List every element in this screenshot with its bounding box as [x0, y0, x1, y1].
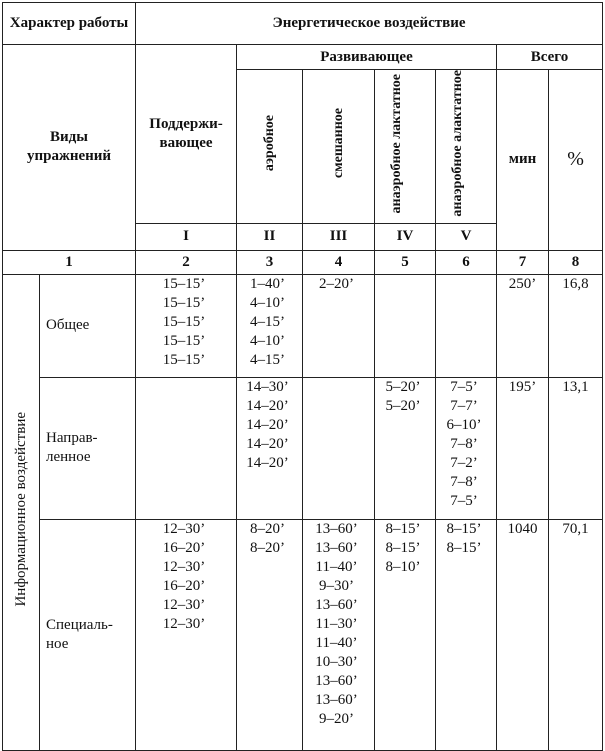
anaerobic-lactate-header-cell: [375, 70, 436, 224]
cell-anaerobic-lactate: [375, 377, 436, 519]
cell-value: 12–30’: [162, 615, 206, 632]
supporting-header: Поддержи-вающее: [136, 45, 237, 224]
cell-value: 4–15’: [250, 313, 285, 330]
roman-1: I: [136, 223, 237, 250]
cell-value: 15–15’: [162, 294, 206, 311]
cell-value: 7–5’: [450, 492, 478, 509]
roman-3: III: [303, 223, 375, 250]
cell-aerobic: [237, 377, 303, 519]
cell-value: 14–30’: [246, 378, 289, 395]
cell-supporting: [136, 274, 237, 377]
cell-value: 4–10’: [250, 294, 285, 311]
cell-value: 14–20’: [246, 454, 289, 471]
col-number-5: 5: [375, 250, 436, 274]
cell-value: 1–40’: [250, 275, 285, 292]
cell-value: 12–30’: [162, 596, 206, 613]
cell-anaerobic-lactate: [375, 519, 436, 750]
col-number-2: 2: [136, 250, 237, 274]
percent-header: %: [549, 70, 603, 251]
col-number-3: 3: [237, 250, 303, 274]
cell-anaerobic-alactate: [436, 274, 497, 377]
row-name: Специаль-ное: [40, 519, 136, 750]
cell-value: 7–8’: [450, 435, 478, 452]
cell-value: 10–30’: [315, 653, 358, 670]
column-number-row: [3, 250, 603, 274]
col-number-6: 6: [436, 250, 497, 274]
row-name: Направ-ленное: [40, 377, 136, 519]
cell-minutes: 250’: [497, 274, 549, 377]
cell-mixed: [303, 519, 375, 750]
col-number-8: 8: [549, 250, 603, 274]
cell-value: 4–10’: [250, 332, 285, 349]
cell-value: 15–15’: [162, 313, 206, 330]
side-label: Информационное воздействие: [13, 411, 29, 607]
cell-percent: 13,1: [549, 377, 603, 519]
cell-value: 5–20’: [385, 378, 421, 395]
aerobic-header: аэробное: [261, 115, 277, 172]
cell-value: 16–20’: [162, 539, 206, 556]
table-row: [3, 377, 603, 519]
cell-value: 9–30’: [319, 577, 354, 594]
cell-value: 13–60’: [315, 539, 358, 556]
cell-value: 7–8’: [450, 473, 478, 490]
table-row: [3, 274, 603, 377]
cell-mixed: [303, 377, 375, 519]
cell-percent: 16,8: [549, 274, 603, 377]
cell-minutes: 195’: [497, 377, 549, 519]
row-name: Общее: [40, 274, 136, 377]
cell-value: 14–20’: [246, 435, 289, 452]
cell-value: 14–20’: [246, 397, 289, 414]
developing-header: Развивающее: [237, 45, 497, 70]
table-row: [3, 519, 603, 750]
anaerobic-lactate-header: анаэробное лактатное: [389, 73, 404, 214]
col-number-4: 4: [303, 250, 375, 274]
work-character-header: Характер работы: [3, 3, 136, 45]
cell-value: 8–10’: [385, 558, 421, 575]
roman-4: IV: [375, 223, 436, 250]
cell-value: 6–10’: [446, 416, 482, 433]
cell-minutes: 1040: [497, 519, 549, 750]
col-number-7: 7: [497, 250, 549, 274]
training-load-table: [2, 2, 603, 751]
cell-value: 8–15’: [385, 520, 421, 537]
cell-value: 7–5’: [450, 378, 478, 395]
cell-aerobic: [237, 519, 303, 750]
cell-value: 15–15’: [162, 332, 206, 349]
cell-value: 11–40’: [315, 634, 358, 651]
cell-value: 8–15’: [446, 520, 482, 537]
header-row-2: [3, 45, 603, 70]
cell-supporting: [136, 377, 237, 519]
cell-value: 11–30’: [315, 615, 358, 632]
exercise-types-header: Виды упражнений: [3, 45, 136, 251]
cell-value: 15–15’: [162, 275, 206, 292]
cell-mixed: [303, 274, 375, 377]
cell-value: 13–60’: [315, 672, 358, 689]
cell-value: 11–40’: [315, 558, 358, 575]
cell-value: 8–15’: [446, 539, 482, 556]
cell-anaerobic-alactate: [436, 377, 497, 519]
header-row-1: [3, 3, 603, 45]
col-number-1: 1: [3, 250, 136, 274]
cell-value: 2–20’: [319, 275, 354, 292]
roman-5: V: [436, 223, 497, 250]
cell-anaerobic-alactate: [436, 519, 497, 750]
energy-impact-header: Энергетическое воздействие: [136, 3, 603, 45]
cell-value: 4–15’: [250, 351, 285, 368]
cell-value: 14–20’: [246, 416, 289, 433]
cell-value: 12–30’: [162, 558, 206, 575]
cell-value: 8–20’: [250, 539, 285, 556]
cell-value: 13–60’: [315, 520, 358, 537]
cell-value: 8–20’: [250, 520, 285, 537]
anaerobic-alactate-header-cell: [436, 70, 497, 224]
cell-aerobic: [237, 274, 303, 377]
side-label-cell: [3, 274, 40, 750]
roman-2: II: [237, 223, 303, 250]
anaerobic-alactate-header: анаэробное алактатное: [450, 70, 465, 217]
mixed-header: смешанное: [330, 108, 346, 179]
mixed-header-cell: [303, 70, 375, 224]
cell-value: 7–2’: [450, 454, 478, 471]
total-header: Всего: [497, 45, 603, 70]
cell-value: 13–60’: [315, 596, 358, 613]
cell-value: 12–30’: [162, 520, 206, 537]
cell-value: 16–20’: [162, 577, 206, 594]
aerobic-header-cell: [237, 70, 303, 224]
cell-value: 13–60’: [315, 691, 358, 708]
minutes-header: мин: [497, 70, 549, 251]
cell-value: 5–20’: [385, 397, 421, 414]
cell-supporting: [136, 519, 237, 750]
cell-value: 8–15’: [385, 539, 421, 556]
cell-percent: 70,1: [549, 519, 603, 750]
cell-anaerobic-lactate: [375, 274, 436, 377]
cell-value: 9–20’: [319, 710, 354, 727]
cell-value: 7–7’: [450, 397, 478, 414]
cell-value: 15–15’: [162, 351, 206, 368]
